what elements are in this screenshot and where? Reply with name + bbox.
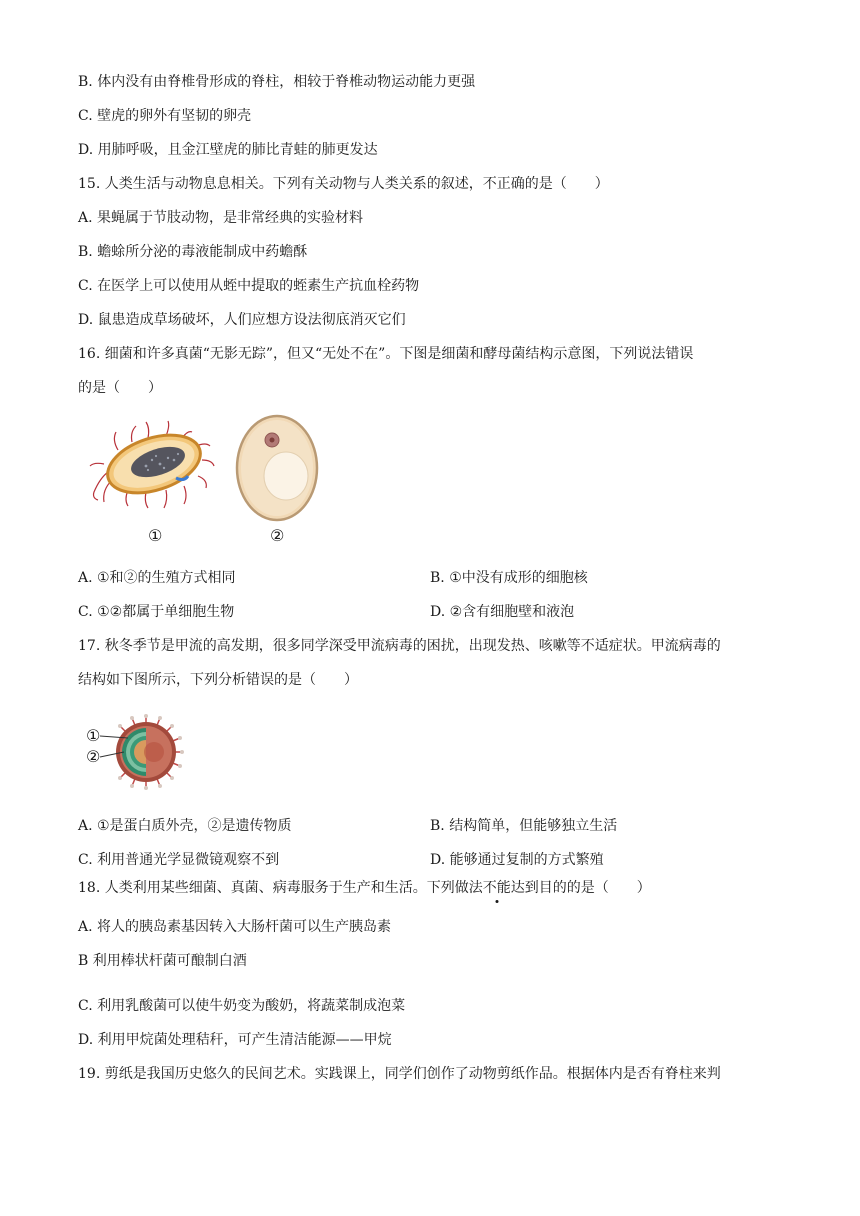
q16-stem-line1: 16. 细菌和许多真菌“无影无踪”，但又“无处不在”。下图是细菌和酵母菌结构示意图，下列说法错误 (78, 346, 694, 362)
q19-stem-line1: 19. 剪纸是我国历史悠久的民间艺术。实践课上，同学们创作了动物剪纸作品。根据体内是否有脊柱来判 (78, 1066, 721, 1082)
q17-option-b: B. 结构简单，但能够独立生活 (430, 818, 618, 834)
q17-stem-line1: 17. 秋冬季节是甲流的高发期，很多同学深受甲流病毒的困扰，出现发热、咳嗽等不适症状。甲流病毒的 (78, 638, 721, 654)
q18-option-a: A. 将人的胰岛素基因转入大肠杆菌可以生产胰岛素 (78, 919, 392, 935)
q16-option-d: D. ②含有细胞壁和液泡 (430, 604, 575, 620)
q18-option-d: D. 利用甲烷菌处理秸秆，可产生清洁能源——甲烷 (78, 1032, 392, 1048)
q15-option-b: B. 蟾蜍所分泌的毒液能制成中药蟾酥 (78, 244, 308, 260)
q17-option-c: C. 利用普通光学显微镜观察不到 (78, 852, 280, 868)
q16-option-c: C. ①②都属于单细胞生物 (78, 604, 235, 620)
yeast-cell-illustration (232, 412, 322, 524)
q15-option-d: D. 鼠患造成草场破坏，人们应想方设法彻底消灭它们 (78, 312, 406, 328)
virus-label-2: ② (86, 747, 101, 766)
q18-option-b: B 利用棒状杆菌可酿制白酒 (78, 953, 247, 969)
q15-stem: 15. 人类生活与动物息息相关。下列有关动物与人类关系的叙述，不正确的是（ ） (78, 176, 609, 192)
q14-option-d: D. 用肺呼吸，且金江壁虎的肺比青蛙的肺更发达 (78, 142, 378, 158)
bacterium-illustration (88, 420, 218, 510)
q15-option-a: A. 果蝇属于节肢动物，是非常经典的实验材料 (78, 210, 364, 226)
q15-option-c: C. 在医学上可以使用从蛭中提取的蛭素生产抗血栓药物 (78, 278, 420, 294)
q18-stem (78, 878, 651, 898)
q18-option-c: C. 利用乳酸菌可以使牛奶变为酸奶，将蔬菜制成泡菜 (78, 998, 406, 1014)
q17-option-a: A. ①是蛋白质外壳，②是遗传物质 (78, 818, 292, 834)
virus-label-1: ① (86, 726, 101, 745)
q17-option-d: D. 能够通过复制的方式繁殖 (430, 852, 604, 868)
q16-option-a: A. ①和②的生殖方式相同 (78, 570, 236, 586)
q14-option-b: B. 体内没有由脊椎骨形成的脊柱，相较于脊椎动物运动能力更强 (78, 74, 476, 90)
bacterium-label: ① (148, 526, 163, 545)
q16-stem-line2: 的是（ ） (78, 380, 162, 396)
q14-option-c: C. 壁虎的卵外有坚韧的卵壳 (78, 108, 252, 124)
q17-stem-line2: 结构如下图所示，下列分析错误的是（ ） (78, 672, 358, 688)
q18-stem-emphasis: 不能 (482, 880, 511, 896)
q18-stem-post: 达到目的的是（ ） (510, 880, 651, 896)
q18-stem-pre: 18. 人类利用某些细菌、真菌、病毒服务于生产和生活。下列做法 (78, 880, 483, 896)
yeast-label: ② (270, 526, 285, 545)
q16-option-b: B. ①中没有成形的细胞核 (430, 570, 588, 586)
